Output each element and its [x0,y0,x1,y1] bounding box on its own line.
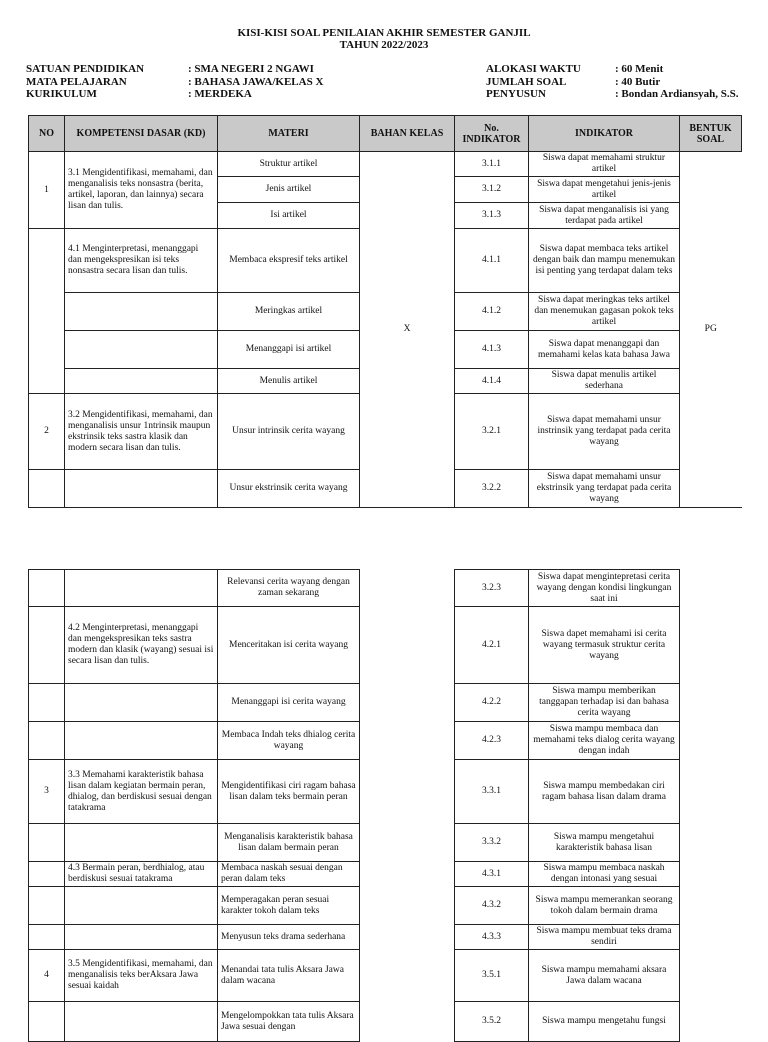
table-row [29,570,742,607]
meta-value-kurikulum: : MERDEKA [188,88,252,100]
row-indikator: Siswa mampu memberikan tanggapan terhadap isi dan bahasa cerita wayang [529,684,680,722]
row-materi: Menanggapi isi cerita wayang [218,684,360,722]
row-materi: Struktur artikel [218,152,360,177]
row-no [29,862,65,887]
header-indikator: INDIKATOR [529,116,680,152]
row-no-indikator: 3.5.2 [455,1002,529,1042]
header-no-indikator: No. INDIKATOR [455,116,529,152]
row-indikator: Siswa mampu memahami aksara Jawa dalam wacana [529,950,680,1002]
row-indikator: Siswa mampu membaca naskah dengan intonasi yang sesuai [529,862,680,887]
row-no-indikator: 4.1.2 [455,293,529,331]
row-no-indikator: 4.2.2 [455,684,529,722]
row-no-indikator: 3.5.1 [455,950,529,1002]
row-indikator: Siswa dapat mengintepretasi cerita wayang dengan kondisi lingkungan saat ini [529,570,680,607]
row-indikator: Siswa dapat memahami unsur instrinsik yang terdapat pada cerita wayang [529,394,680,470]
row-materi: Unsur intrinsik cerita wayang [218,394,360,470]
header-materi: MATERI [218,116,360,152]
row-no [29,229,65,394]
row-indikator: Siswa mampu memerankan seorang tokoh dalam bermain drama [529,887,680,925]
row-no-indikator: 4.3.2 [455,887,529,925]
row-indikator: Siswa mampu membaca dan memahami teks dialog cerita wayang dengan indah [529,722,680,760]
row-kd: 3.2 Mengidentifikasi, memahami, dan menganalisis unsur 1ntrinsik maupun ekstrinsik teks sastra klasik dan modern secara lisan dan tulis. [65,394,218,470]
row-no-indikator: 3.1.1 [455,152,529,177]
header-no: NO [29,116,65,152]
row-no-indikator: 3.2.2 [455,470,529,508]
row-indikator: Siswa dapet memahami isi cerita wayang termasuk struktur cerita wayang [529,607,680,684]
row-no [29,925,65,950]
row-no-indikator: 3.2.1 [455,394,529,470]
row-kd: 4.1 Menginterpretasi, menanggapi dan mengekspresikan isi teks nonsastra secara lisan dan tulis. [65,229,218,293]
row-materi: Jenis artikel [218,177,360,203]
meta-right-labels [486,63,581,101]
row-indikator: Siswa dapat membaca teks artikel dengan baik dan mampu menemukan isi penting yang terdapat dalam teks [529,229,680,293]
row-materi: Memperagakan peran sesuai karakter tokoh dalam teks [218,887,360,925]
row-kd [65,369,218,394]
row-materi: Membaca Indah teks dhialog cerita wayang [218,722,360,760]
kisi-table-page-1 [28,115,742,508]
row-kd [65,470,218,508]
row-no-indikator: 3.2.3 [455,570,529,607]
meta-label-kurikulum: KURIKULUM [26,88,97,100]
header-bahan-kelas: BAHAN KELAS [360,116,455,152]
row-kd [65,824,218,862]
meta-label-alokasi: ALOKASI WAKTU [486,63,581,75]
row-indikator: Siswa mampu membedakan ciri ragam bahasa lisan dalam drama [529,760,680,824]
row-materi: Menandai tata tulis Aksara Jawa dalam wacana [218,950,360,1002]
row-materi: Menanggapi isi artikel [218,331,360,369]
row-no-indikator: 4.2.1 [455,607,529,684]
meta-label-satuan: SATUAN PENDIDIKAN [26,63,145,75]
row-no: 1 [29,152,65,229]
row-no-indikator: 4.1.3 [455,331,529,369]
row-materi: Unsur ekstrinsik cerita wayang [218,470,360,508]
header-bentuk-soal: BENTUK SOAL [680,116,742,152]
header-kd: KOMPETENSI DASAR (KD) [65,116,218,152]
row-no-indikator: 3.3.2 [455,824,529,862]
bahan-kelas-gap [360,570,455,1042]
row-kd [65,1002,218,1042]
row-no-indikator: 4.3.1 [455,862,529,887]
meta-label-penyusun: PENYUSUN [486,88,546,100]
kisi-table-page-2 [28,569,742,1042]
row-materi: Relevansi cerita wayang dengan zaman sekarang [218,570,360,607]
meta-right-values [615,63,739,101]
row-kd: 4.2 Menginterpretasi, menanggapi dan mengekspresikan teks sastra modern dan klasik (wayang) sesuai isi secara lisan dan tulis. [65,607,218,684]
row-kd: 3.3 Memahami karakteristik bahasa lisan dalam kegiatan bermain peran, dhialog, dan berdiskusi sesuai dengan tatakrama [65,760,218,824]
row-no [29,570,65,607]
row-kd [65,722,218,760]
row-kd: 4.3 Bermain peran, berdhialog, atau berdiskusi sesuai tatakrama [65,862,218,887]
bahan-kelas-cell: X [360,152,455,508]
row-no-indikator: 3.1.2 [455,177,529,203]
row-kd [65,925,218,950]
row-materi: Mengelompokkan tata tulis Aksara Jawa sesuai dengan [218,1002,360,1042]
row-materi: Mengidentifikasi ciri ragam bahasa lisan dalam teks bermain peran [218,760,360,824]
row-materi: Membaca ekspresif teks artikel [218,229,360,293]
row-indikator: Siswa mampu mengetahu fungsi [529,1002,680,1042]
row-kd [65,684,218,722]
bentuk-soal-gap [680,570,742,1042]
row-no [29,722,65,760]
bentuk-soal-cell: PG [680,152,742,508]
row-indikator: Siswa mampu membuat teks drama sendiri [529,925,680,950]
meta-left-values [188,63,323,101]
row-kd: 3.5 Mengidentifikasi, memahami, dan menganalisis teks berAksara Jawa sesuai kaidah [65,950,218,1002]
row-no-indikator: 4.3.3 [455,925,529,950]
meta-left-labels [26,63,144,101]
row-indikator: Siswa mampu mengetahui karakteristik bahasa lisan [529,824,680,862]
row-no-indikator: 4.2.3 [455,722,529,760]
row-materi: Menceritakan isi cerita wayang [218,607,360,684]
row-kd [65,293,218,331]
row-materi: Menyusun teks drama sederhana [218,925,360,950]
row-indikator: Siswa dapat menanggapi dan memahami kelas kata bahasa Jawa [529,331,680,369]
row-indikator: Siswa dapat meringkas teks artikel dan menemukan gagasan pokok teks artikel [529,293,680,331]
row-no: 4 [29,950,65,1002]
table-row [29,152,742,177]
row-no [29,887,65,925]
row-no-indikator: 3.1.3 [455,203,529,229]
row-no [29,684,65,722]
row-materi: Membaca naskah sesuai dengan peran dalam teks [218,862,360,887]
row-no-indikator: 3.3.1 [455,760,529,824]
meta-label-jumlah: JUMLAH SOAL [486,75,567,88]
row-no: 3 [29,760,65,824]
meta-value-mapel: : BAHASA JAWA/KELAS X [188,75,324,88]
row-kd [65,570,218,607]
meta-label-mapel: MATA PELAJARAN [26,75,127,88]
row-no-indikator: 4.1.4 [455,369,529,394]
row-no [29,1002,65,1042]
row-indikator: Siswa dapat memahami struktur artikel [529,152,680,177]
row-no [29,607,65,684]
row-no-indikator: 4.1.1 [455,229,529,293]
row-indikator: Siswa dapat memahami unsur ekstrinsik yang terdapat pada cerita wayang [529,470,680,508]
row-no [29,824,65,862]
row-kd [65,887,218,925]
row-indikator: Siswa dapat mengetahui jenis-jenis artikel [529,177,680,203]
meta-value-satuan: : SMA NEGERI 2 NGAWI [188,63,314,75]
row-no: 2 [29,394,65,470]
meta-value-penyusun: : Bondan Ardiansyah, S.S. [615,88,739,100]
meta-value-jumlah: : 40 Butir [615,75,661,88]
row-indikator: Siswa dapat menulis artikel sederhana [529,369,680,394]
row-materi: Menulis artikel [218,369,360,394]
document-title: KISI-KISI SOAL PENILAIAN AKHIR SEMESTER GANJIL [237,27,531,39]
document-year: TAHUN 2022/2023 [339,39,429,51]
row-indikator: Siswa dapat menganalisis isi yang terdapat pada artikel [529,203,680,229]
row-materi: Isi artikel [218,203,360,229]
table-header-row [29,116,742,152]
row-kd: 3.1 Mengidentifikasi, memahami, dan menganalisis teks nonsastra (berita, artikel, laporan, dan lainnya) secara lisan dan tulis. [65,152,218,229]
row-kd [65,331,218,369]
row-no [29,470,65,508]
meta-value-alokasi: : 60 Menit [615,63,664,75]
row-materi: Menganalisis karakteristik bahasa lisan dalam bermain peran [218,824,360,862]
row-materi: Meringkas artikel [218,293,360,331]
